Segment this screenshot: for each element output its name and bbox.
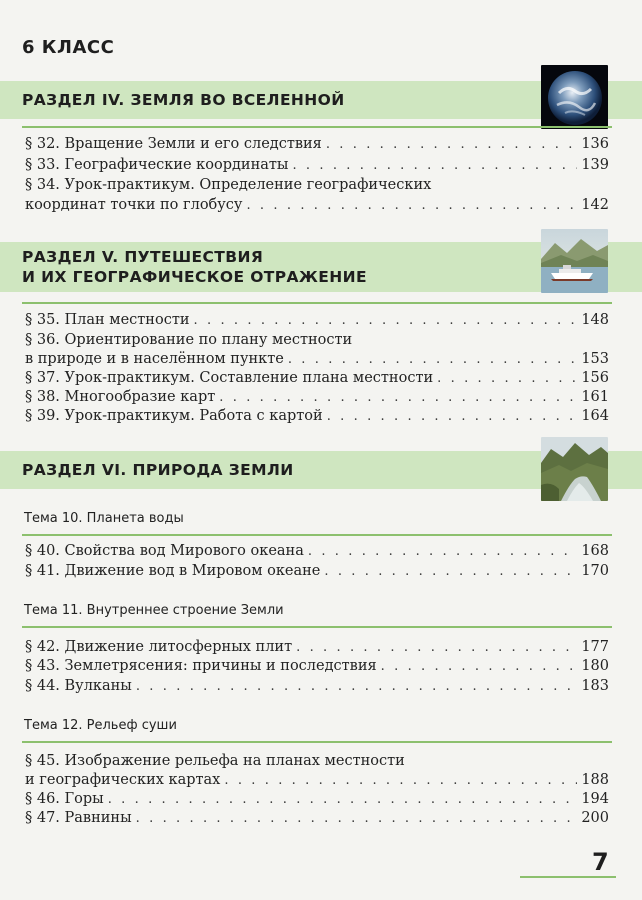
entry-title: § 40. Свойства вод Мирового океана xyxy=(25,543,304,559)
dot-leader xyxy=(136,677,577,697)
entry-title: § 46. Горы xyxy=(25,791,104,807)
entry-title: § 42. Движение литосферных плит xyxy=(25,639,293,655)
page-number: 148 xyxy=(581,312,609,328)
entry-title: и географических картах xyxy=(25,772,221,788)
dot-leader xyxy=(326,135,577,155)
dot-leader xyxy=(296,638,577,658)
ship-on-sea-photo xyxy=(541,229,608,293)
toc-entry[interactable] xyxy=(25,656,609,676)
dot-leader xyxy=(381,657,578,677)
page-number: 168 xyxy=(581,543,609,559)
entry-title: § 36. Ориентирование по плану местности xyxy=(25,332,353,348)
section-title: РАЗДЕЛ IV. ЗЕМЛЯ ВО ВСЕЛЕННОЙ xyxy=(22,91,345,109)
section-title-line-1: РАЗДЕЛ V. ПУТЕШЕСТВИЯ xyxy=(22,248,264,266)
toc-entry[interactable] xyxy=(25,134,609,154)
entry-title: § 38. Многообразие карт xyxy=(25,389,216,405)
toc-entry[interactable] xyxy=(25,561,609,581)
page-number: 136 xyxy=(581,136,609,152)
toc-entry[interactable] xyxy=(25,406,609,426)
entry-title: § 47. Равнины xyxy=(25,810,132,826)
toc-entry[interactable] xyxy=(25,676,609,696)
page-number: 200 xyxy=(581,810,609,826)
topic-divider xyxy=(22,741,612,743)
toc-entry[interactable] xyxy=(25,175,609,195)
page-number: 180 xyxy=(581,658,609,674)
dot-leader xyxy=(224,771,577,791)
page-number: 170 xyxy=(581,563,609,579)
page-number: 161 xyxy=(581,389,609,405)
page-number: 188 xyxy=(581,772,609,788)
page-number: 164 xyxy=(581,408,609,424)
dot-leader xyxy=(288,350,577,370)
section-title: РАЗДЕЛ VI. ПРИРОДА ЗЕМЛИ xyxy=(22,461,294,479)
toc-entry[interactable] xyxy=(25,808,609,828)
topic-divider xyxy=(22,626,612,628)
page-number-footer: 7 xyxy=(592,848,609,876)
dot-leader xyxy=(292,156,577,176)
toc-entry[interactable] xyxy=(25,195,609,215)
topic-title: Тема 11. Внутреннее строение Земли xyxy=(24,603,284,618)
page-number: 194 xyxy=(581,791,609,807)
entry-title: § 39. Урок-практикум. Работа с картой xyxy=(25,408,323,424)
entry-title: § 34. Урок-практикум. Определение географических xyxy=(25,177,432,193)
entry-title: § 44. Вулканы xyxy=(25,678,132,694)
entry-title: § 33. Географические координаты xyxy=(25,157,289,173)
entry-title: § 43. Землетрясения: причины и последствия xyxy=(25,658,377,674)
toc-entry[interactable] xyxy=(25,770,609,790)
toc-entry[interactable] xyxy=(25,310,609,330)
section-title-line-2: И ИХ ГЕОГРАФИЧЕСКОЕ ОТРАЖЕНИЕ xyxy=(22,268,368,286)
dot-leader xyxy=(308,542,577,562)
toc-entry[interactable] xyxy=(25,637,609,657)
page-number: 156 xyxy=(581,370,609,386)
toc-entry[interactable] xyxy=(25,330,609,350)
dot-leader xyxy=(327,407,578,427)
dot-leader xyxy=(136,809,578,829)
entry-title: § 37. Урок-практикум. Составление плана местности xyxy=(25,370,434,386)
page-number: 153 xyxy=(581,351,609,367)
toc-entry[interactable] xyxy=(25,541,609,561)
dot-leader xyxy=(194,311,578,331)
entry-title: § 35. План местности xyxy=(25,312,190,328)
page-number: 142 xyxy=(581,197,609,213)
dot-leader xyxy=(108,790,578,810)
toc-entry[interactable] xyxy=(25,368,609,388)
topic-title: Тема 10. Планета воды xyxy=(24,511,184,526)
footer-rule xyxy=(520,876,616,878)
dot-leader xyxy=(437,369,577,389)
page-number: 183 xyxy=(581,678,609,694)
dot-leader xyxy=(219,388,577,408)
topic-divider xyxy=(22,534,612,536)
toc-entry[interactable] xyxy=(25,751,609,771)
toc-entry[interactable] xyxy=(25,349,609,369)
dot-leader xyxy=(246,196,577,216)
entry-title: § 45. Изображение рельефа на планах местности xyxy=(25,753,405,769)
page-number: 177 xyxy=(581,639,609,655)
toc-entry[interactable] xyxy=(25,387,609,407)
toc-entry[interactable] xyxy=(25,789,609,809)
entry-title: § 41. Движение вод в Мировом океане xyxy=(25,563,321,579)
page-number: 139 xyxy=(581,157,609,173)
toc-entry[interactable] xyxy=(25,155,609,175)
section-divider xyxy=(22,302,612,304)
entry-title: координат точки по глобусу xyxy=(25,197,243,213)
dot-leader xyxy=(324,562,577,582)
grade-heading: 6 КЛАСС xyxy=(22,37,115,58)
topic-title: Тема 12. Рельеф суши xyxy=(24,718,177,733)
mountain-river-photo xyxy=(541,437,608,501)
entry-title: § 32. Вращение Земли и его следствия xyxy=(25,136,322,152)
earth-from-space-photo xyxy=(541,65,608,129)
entry-title: в природе и в населённом пункте xyxy=(25,351,284,367)
section-divider xyxy=(22,126,612,128)
